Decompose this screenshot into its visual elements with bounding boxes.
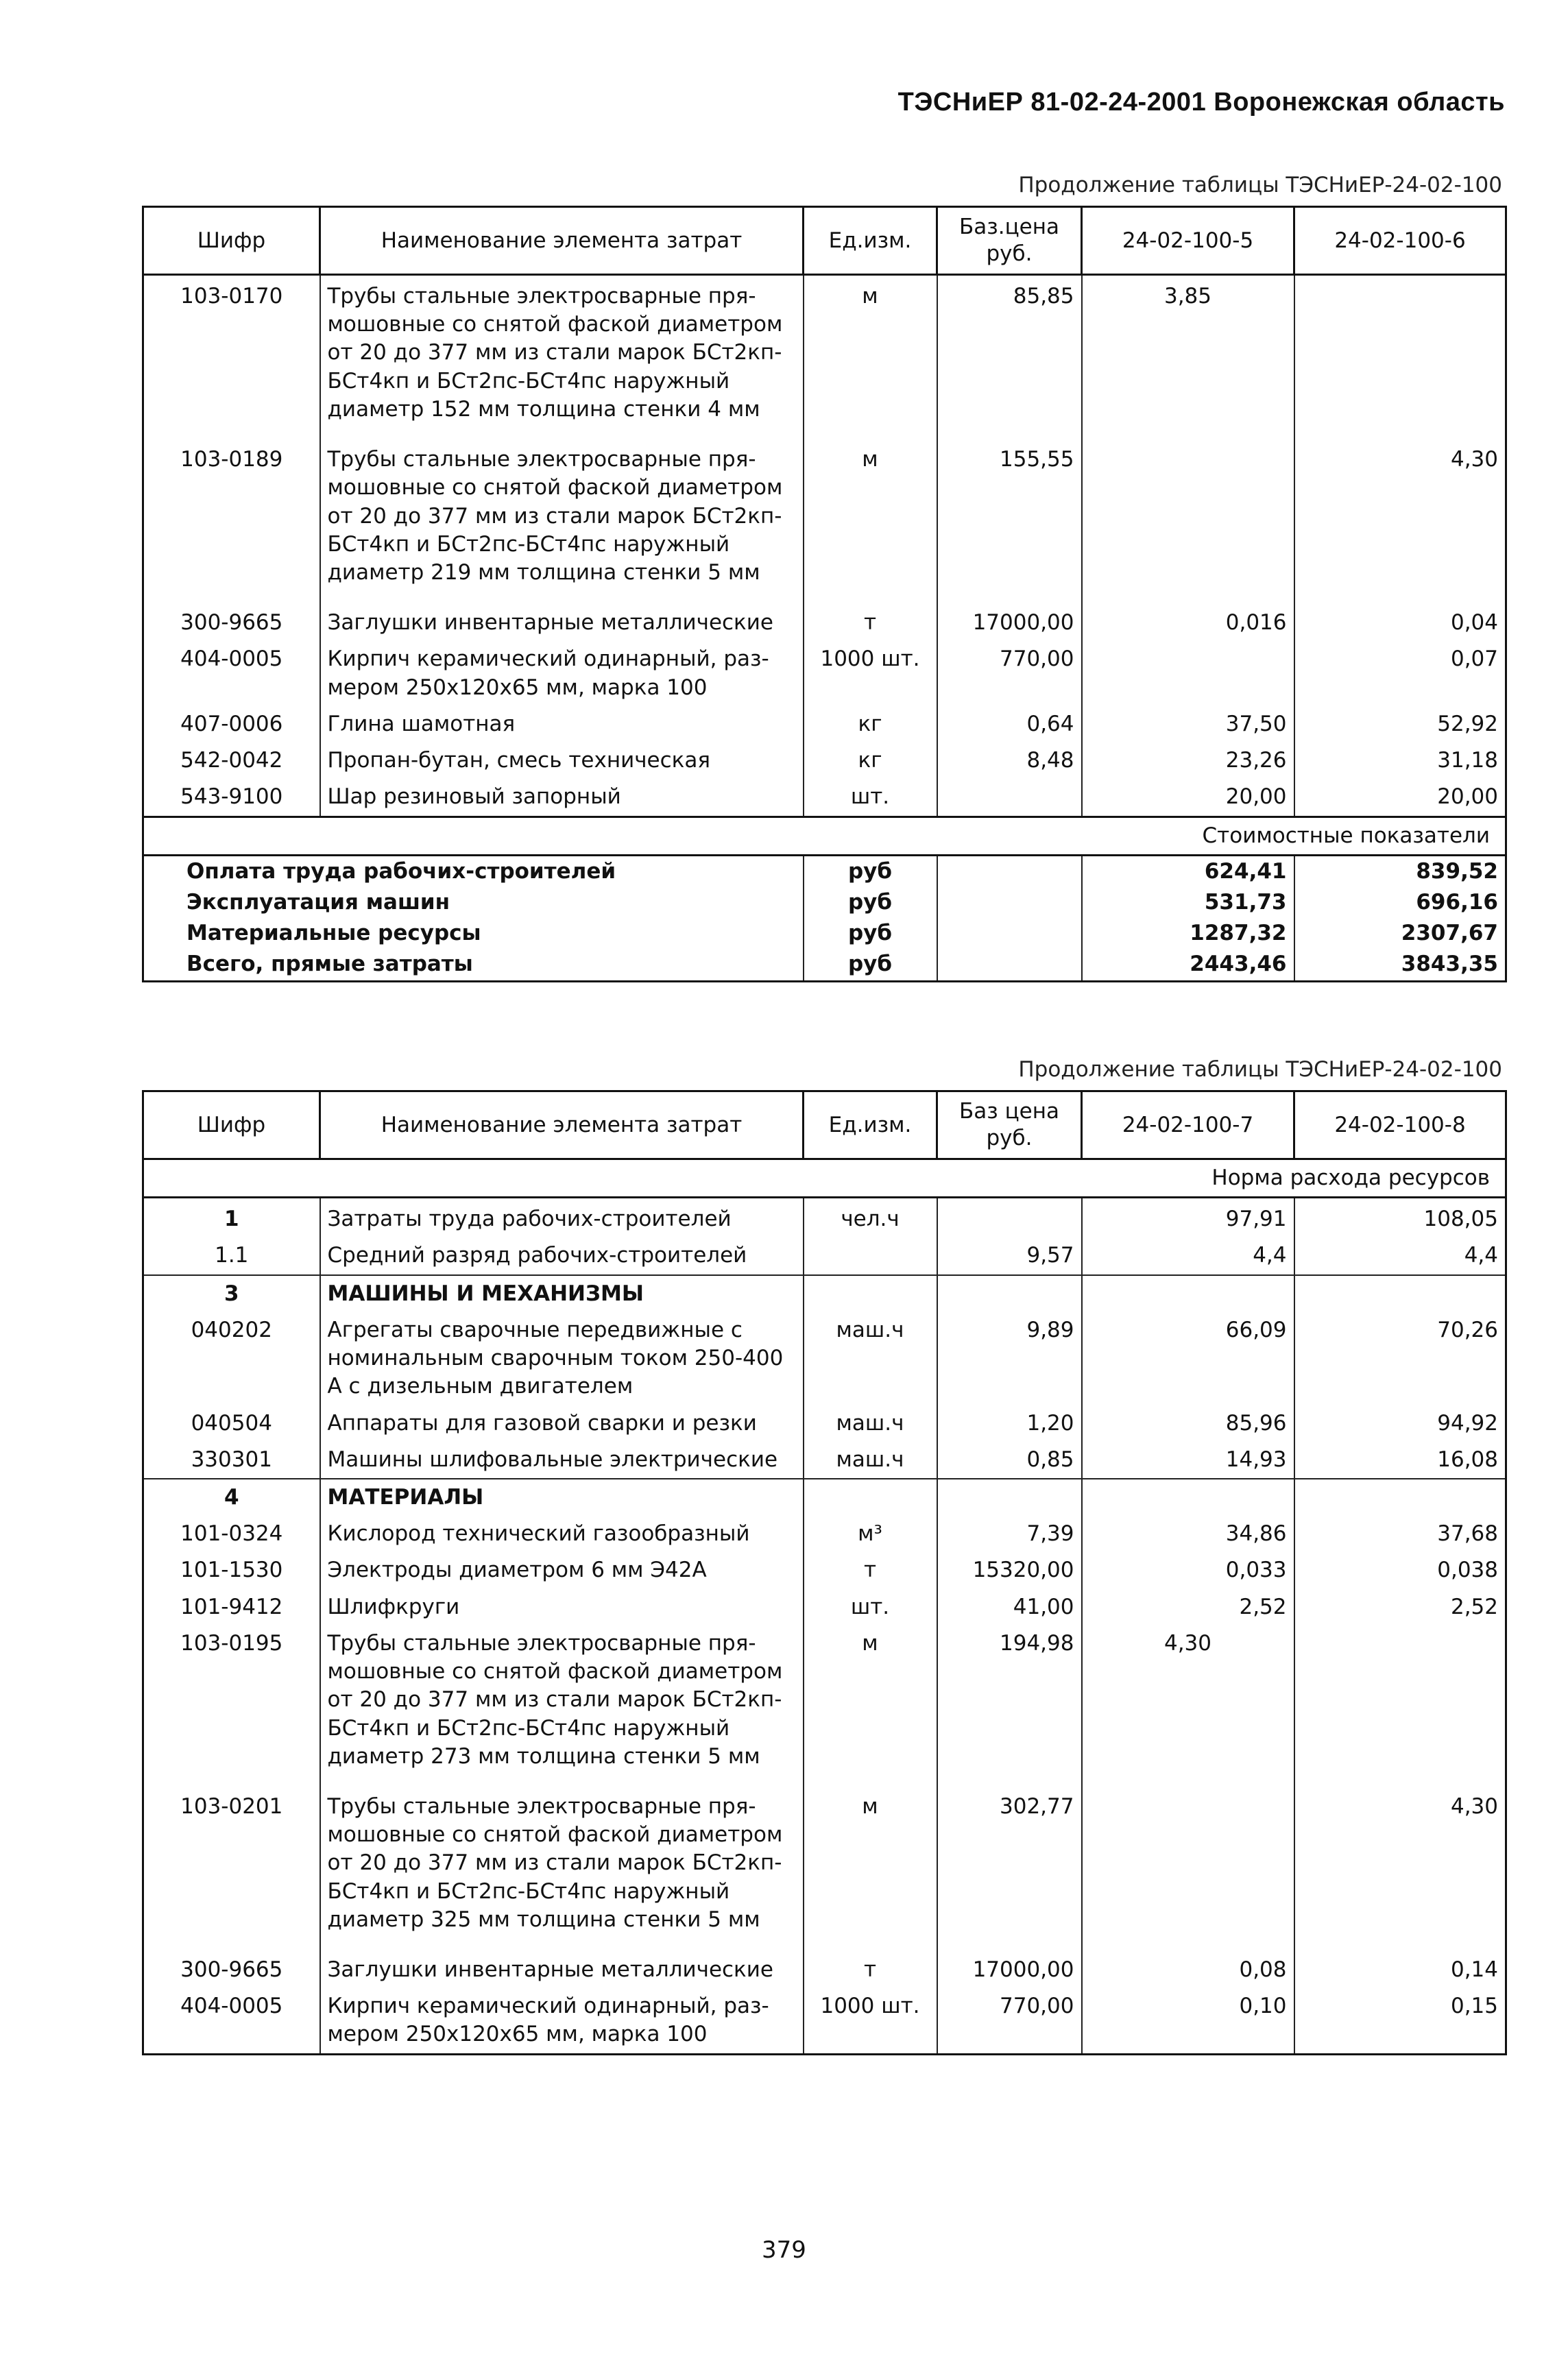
totals-price — [937, 887, 1082, 918]
section-row — [143, 1479, 1506, 1516]
row-name: Затраты труда рабочих-строителей — [320, 1198, 804, 1238]
totals-value-2: 839,52 — [1294, 855, 1506, 887]
row-price: 41,00 — [937, 1589, 1082, 1625]
row-value-2: 0,07 — [1294, 641, 1506, 705]
row-value-1: 23,26 — [1082, 742, 1294, 779]
row-value-1: 2,52 — [1082, 1589, 1294, 1625]
row-code: 407-0006 — [143, 706, 320, 742]
totals-label: Оплата труда рабочих-строителей — [143, 855, 804, 887]
col-header-unit: Ед.изм. — [804, 1091, 937, 1159]
row-name: Машины шлифовальные электрические — [320, 1442, 804, 1479]
row-unit: м — [804, 1789, 937, 1952]
table1-header-row — [143, 207, 1506, 275]
row-code: 101-0324 — [143, 1516, 320, 1552]
row-value-1: 20,00 — [1082, 779, 1294, 817]
row-price: 8,48 — [937, 742, 1082, 779]
table-row — [143, 1237, 1506, 1274]
row-value-1 — [1082, 1275, 1294, 1312]
table-row — [143, 1552, 1506, 1588]
row-price: 1,20 — [937, 1405, 1082, 1442]
totals-label: Эксплуатация машин — [143, 887, 804, 918]
row-value-2: 0,04 — [1294, 605, 1506, 641]
row-unit: кг — [804, 742, 937, 779]
row-code: 040504 — [143, 1405, 320, 1442]
col-header-norm-7: 24-02-100-7 — [1082, 1091, 1294, 1159]
row-value-1: 4,4 — [1082, 1237, 1294, 1274]
section-code: 4 — [143, 1479, 320, 1516]
col-header-price: Баз.цена руб. — [937, 207, 1082, 275]
row-price: 0,64 — [937, 706, 1082, 742]
row-unit — [804, 1237, 937, 1274]
totals-row — [143, 949, 1506, 981]
row-price: 155,55 — [937, 442, 1082, 605]
row-value-1 — [1082, 641, 1294, 705]
row-unit — [804, 1275, 937, 1312]
row-code: 542-0042 — [143, 742, 320, 779]
col-header-norm-8: 24-02-100-8 — [1294, 1091, 1506, 1159]
totals-value-1: 1287,32 — [1082, 918, 1294, 949]
table1-caption: Продолжение таблицы ТЭСНиЕР-24-02-100 — [1018, 173, 1502, 197]
row-code: 300-9665 — [143, 605, 320, 641]
section-code: 3 — [143, 1275, 320, 1312]
row-value-2: 108,05 — [1294, 1198, 1506, 1238]
row-unit: т — [804, 1952, 937, 1988]
row-value-1: 97,91 — [1082, 1198, 1294, 1238]
row-value-2: 16,08 — [1294, 1442, 1506, 1479]
totals-value-2: 3843,35 — [1294, 949, 1506, 981]
row-price: 9,57 — [937, 1237, 1082, 1274]
table-row — [143, 779, 1506, 817]
row-unit: маш.ч — [804, 1312, 937, 1405]
row-price: 0,85 — [937, 1442, 1082, 1479]
col-header-norm-6: 24-02-100-6 — [1294, 207, 1506, 275]
row-unit: маш.ч — [804, 1442, 937, 1479]
row-price: 770,00 — [937, 641, 1082, 705]
row-name: Трубы стальные электросварные пря-мошовные со снятой фаской диаметром от 20 до 377 мм из стали марок БСт2кп-БСт4кп и БСт2пс-БСт4пс наружный диаметр 325 мм толщина стенки 5 мм — [320, 1789, 804, 1952]
row-value-2 — [1294, 1625, 1506, 1789]
row-value-1: 3,85 — [1082, 275, 1294, 442]
row-price — [937, 1479, 1082, 1516]
row-code: 1.1 — [143, 1237, 320, 1274]
table-row — [143, 275, 1506, 442]
row-value-2: 4,30 — [1294, 442, 1506, 605]
table2 — [142, 1090, 1507, 2055]
row-value-2: 20,00 — [1294, 779, 1506, 817]
table-row — [143, 1988, 1506, 2054]
row-code: 103-0201 — [143, 1789, 320, 1952]
row-unit: м — [804, 275, 937, 442]
table-row — [143, 742, 1506, 779]
totals-label: Материальные ресурсы — [143, 918, 804, 949]
col-header-name: Наименование элемента затрат — [320, 207, 804, 275]
row-value-2: 52,92 — [1294, 706, 1506, 742]
row-unit: шт. — [804, 779, 937, 817]
totals-price — [937, 918, 1082, 949]
totals-price — [937, 949, 1082, 981]
row-value-2: 0,038 — [1294, 1552, 1506, 1588]
row-value-1: 37,50 — [1082, 706, 1294, 742]
table-row — [143, 641, 1506, 705]
row-value-1 — [1082, 1789, 1294, 1952]
row-price: 9,89 — [937, 1312, 1082, 1405]
totals-unit: руб — [804, 887, 937, 918]
row-name: Заглушки инвентарные металлические — [320, 1952, 804, 1988]
row-value-2: 0,15 — [1294, 1988, 1506, 2054]
row-name: Пропан-бутан, смесь техническая — [320, 742, 804, 779]
section-title: МАШИНЫ И МЕХАНИЗМЫ — [320, 1275, 804, 1312]
row-price: 85,85 — [937, 275, 1082, 442]
row-name: Средний разряд рабочих-строителей — [320, 1237, 804, 1274]
totals-row — [143, 918, 1506, 949]
row-unit: т — [804, 605, 937, 641]
totals-value-2: 696,16 — [1294, 887, 1506, 918]
row-code: 040202 — [143, 1312, 320, 1405]
row-unit: м — [804, 1625, 937, 1789]
page-number: 379 — [762, 2236, 806, 2264]
row-unit: м³ — [804, 1516, 937, 1552]
col-header-code: Шифр — [143, 207, 320, 275]
table2-band-row — [143, 1159, 1506, 1198]
row-name: Трубы стальные электросварные пря-мошовные со снятой фаской диаметром от 20 до 377 мм из стали марок БСт2кп-БСт4кп и БСт2пс-БСт4пс наружный диаметр 273 мм толщина стенки 5 мм — [320, 1625, 804, 1789]
row-name: Электроды диаметром 6 мм Э42А — [320, 1552, 804, 1588]
row-name: Агрегаты сварочные передвижные с номинальным сварочным током 250-400 А с дизельным двигателем — [320, 1312, 804, 1405]
row-name: Глина шамотная — [320, 706, 804, 742]
row-unit: чел.ч — [804, 1198, 937, 1238]
row-value-1: 0,08 — [1082, 1952, 1294, 1988]
row-unit: 1000 шт. — [804, 1988, 937, 2054]
row-unit: маш.ч — [804, 1405, 937, 1442]
row-value-2: 0,14 — [1294, 1952, 1506, 1988]
row-value-2: 37,68 — [1294, 1516, 1506, 1552]
row-value-1: 14,93 — [1082, 1442, 1294, 1479]
totals-unit: руб — [804, 918, 937, 949]
row-code: 103-0195 — [143, 1625, 320, 1789]
table-row — [143, 442, 1506, 605]
table2-header-row — [143, 1091, 1506, 1159]
row-code: 101-9412 — [143, 1589, 320, 1625]
row-unit: м — [804, 442, 937, 605]
row-name: Кислород технический газообразный — [320, 1516, 804, 1552]
totals-price — [937, 855, 1082, 887]
row-code: 330301 — [143, 1442, 320, 1479]
row-value-2 — [1294, 1479, 1506, 1516]
row-code: 103-0189 — [143, 442, 320, 605]
table-row — [143, 1312, 1506, 1405]
table-row — [143, 1442, 1506, 1479]
row-price — [937, 779, 1082, 817]
row-price: 770,00 — [937, 1988, 1082, 2054]
table-row — [143, 605, 1506, 641]
totals-value-1: 2443,46 — [1082, 949, 1294, 981]
table-row — [143, 1952, 1506, 1988]
row-name: Кирпич керамический одинарный, раз-мером 250х120х65 мм, марка 100 — [320, 641, 804, 705]
row-code: 103-0170 — [143, 275, 320, 442]
row-value-2: 2,52 — [1294, 1589, 1506, 1625]
row-value-1: 0,10 — [1082, 1988, 1294, 2054]
cost-indicators-label: Стоимостные показатели — [143, 817, 1506, 855]
col-header-unit: Ед.изм. — [804, 207, 937, 275]
table-row — [143, 1405, 1506, 1442]
col-header-norm-5: 24-02-100-5 — [1082, 207, 1294, 275]
col-header-name: Наименование элемента затрат — [320, 1091, 804, 1159]
row-value-2 — [1294, 275, 1506, 442]
row-name: Шлифкруги — [320, 1589, 804, 1625]
row-code: 1 — [143, 1198, 320, 1238]
table1-band-row — [143, 817, 1506, 855]
row-name: Заглушки инвентарные металлические — [320, 605, 804, 641]
row-value-1: 66,09 — [1082, 1312, 1294, 1405]
row-unit: кг — [804, 706, 937, 742]
row-unit: шт. — [804, 1589, 937, 1625]
totals-value-1: 624,41 — [1082, 855, 1294, 887]
row-code: 300-9665 — [143, 1952, 320, 1988]
totals-row — [143, 887, 1506, 918]
row-value-1 — [1082, 1479, 1294, 1516]
col-header-code: Шифр — [143, 1091, 320, 1159]
row-code: 101-1530 — [143, 1552, 320, 1588]
row-name: Кирпич керамический одинарный, раз-мером 250х120х65 мм, марка 100 — [320, 1988, 804, 2054]
table-row — [143, 1625, 1506, 1789]
row-price: 194,98 — [937, 1625, 1082, 1789]
resource-norm-label: Норма расхода ресурсов — [143, 1159, 1506, 1198]
row-price: 17000,00 — [937, 605, 1082, 641]
row-code: 404-0005 — [143, 641, 320, 705]
row-value-1: 0,016 — [1082, 605, 1294, 641]
table-row — [143, 1789, 1506, 1952]
col-header-price: Баз цена руб. — [937, 1091, 1082, 1159]
page-title: ТЭСНиЕР 81-02-24-2001 Воронежская область — [897, 88, 1505, 117]
totals-label: Всего, прямые затраты — [143, 949, 804, 981]
row-code: 543-9100 — [143, 779, 320, 817]
table-row — [143, 1516, 1506, 1552]
row-value-2: 4,4 — [1294, 1237, 1506, 1274]
row-code: 404-0005 — [143, 1988, 320, 2054]
section-row — [143, 1275, 1506, 1312]
row-unit: 1000 шт. — [804, 641, 937, 705]
row-value-2: 94,92 — [1294, 1405, 1506, 1442]
row-unit — [804, 1479, 937, 1516]
row-name: Трубы стальные электросварные пря-мошовные со снятой фаской диаметром от 20 до 377 мм из стали марок БСт2кп-БСт4кп и БСт2пс-БСт4пс наружный диаметр 219 мм толщина стенки 5 мм — [320, 442, 804, 605]
row-value-1: 0,033 — [1082, 1552, 1294, 1588]
row-value-2 — [1294, 1275, 1506, 1312]
row-value-1: 4,30 — [1082, 1625, 1294, 1789]
row-value-2: 31,18 — [1294, 742, 1506, 779]
row-price — [937, 1198, 1082, 1238]
row-value-1 — [1082, 442, 1294, 605]
table-row — [143, 1589, 1506, 1625]
totals-row — [143, 855, 1506, 887]
table2-caption: Продолжение таблицы ТЭСНиЕР-24-02-100 — [1018, 1057, 1502, 1082]
row-value-2: 4,30 — [1294, 1789, 1506, 1952]
totals-unit: руб — [804, 855, 937, 887]
table-row — [143, 1198, 1506, 1238]
totals-value-2: 2307,67 — [1294, 918, 1506, 949]
row-price — [937, 1275, 1082, 1312]
section-title: МАТЕРИАЛЫ — [320, 1479, 804, 1516]
row-price: 17000,00 — [937, 1952, 1082, 1988]
row-name: Трубы стальные электросварные пря-мошовные со снятой фаской диаметром от 20 до 377 мм из стали марок БСт2кп-БСт4кп и БСт2пс-БСт4пс наружный диаметр 152 мм толщина стенки 4 мм — [320, 275, 804, 442]
row-price: 15320,00 — [937, 1552, 1082, 1588]
row-price: 302,77 — [937, 1789, 1082, 1952]
row-value-1: 85,96 — [1082, 1405, 1294, 1442]
table-row — [143, 706, 1506, 742]
totals-unit: руб — [804, 949, 937, 981]
row-value-2: 70,26 — [1294, 1312, 1506, 1405]
row-price: 7,39 — [937, 1516, 1082, 1552]
row-unit: т — [804, 1552, 937, 1588]
row-value-1: 34,86 — [1082, 1516, 1294, 1552]
totals-value-1: 531,73 — [1082, 887, 1294, 918]
table1 — [142, 206, 1507, 982]
row-name: Аппараты для газовой сварки и резки — [320, 1405, 804, 1442]
row-name: Шар резиновый запорный — [320, 779, 804, 817]
